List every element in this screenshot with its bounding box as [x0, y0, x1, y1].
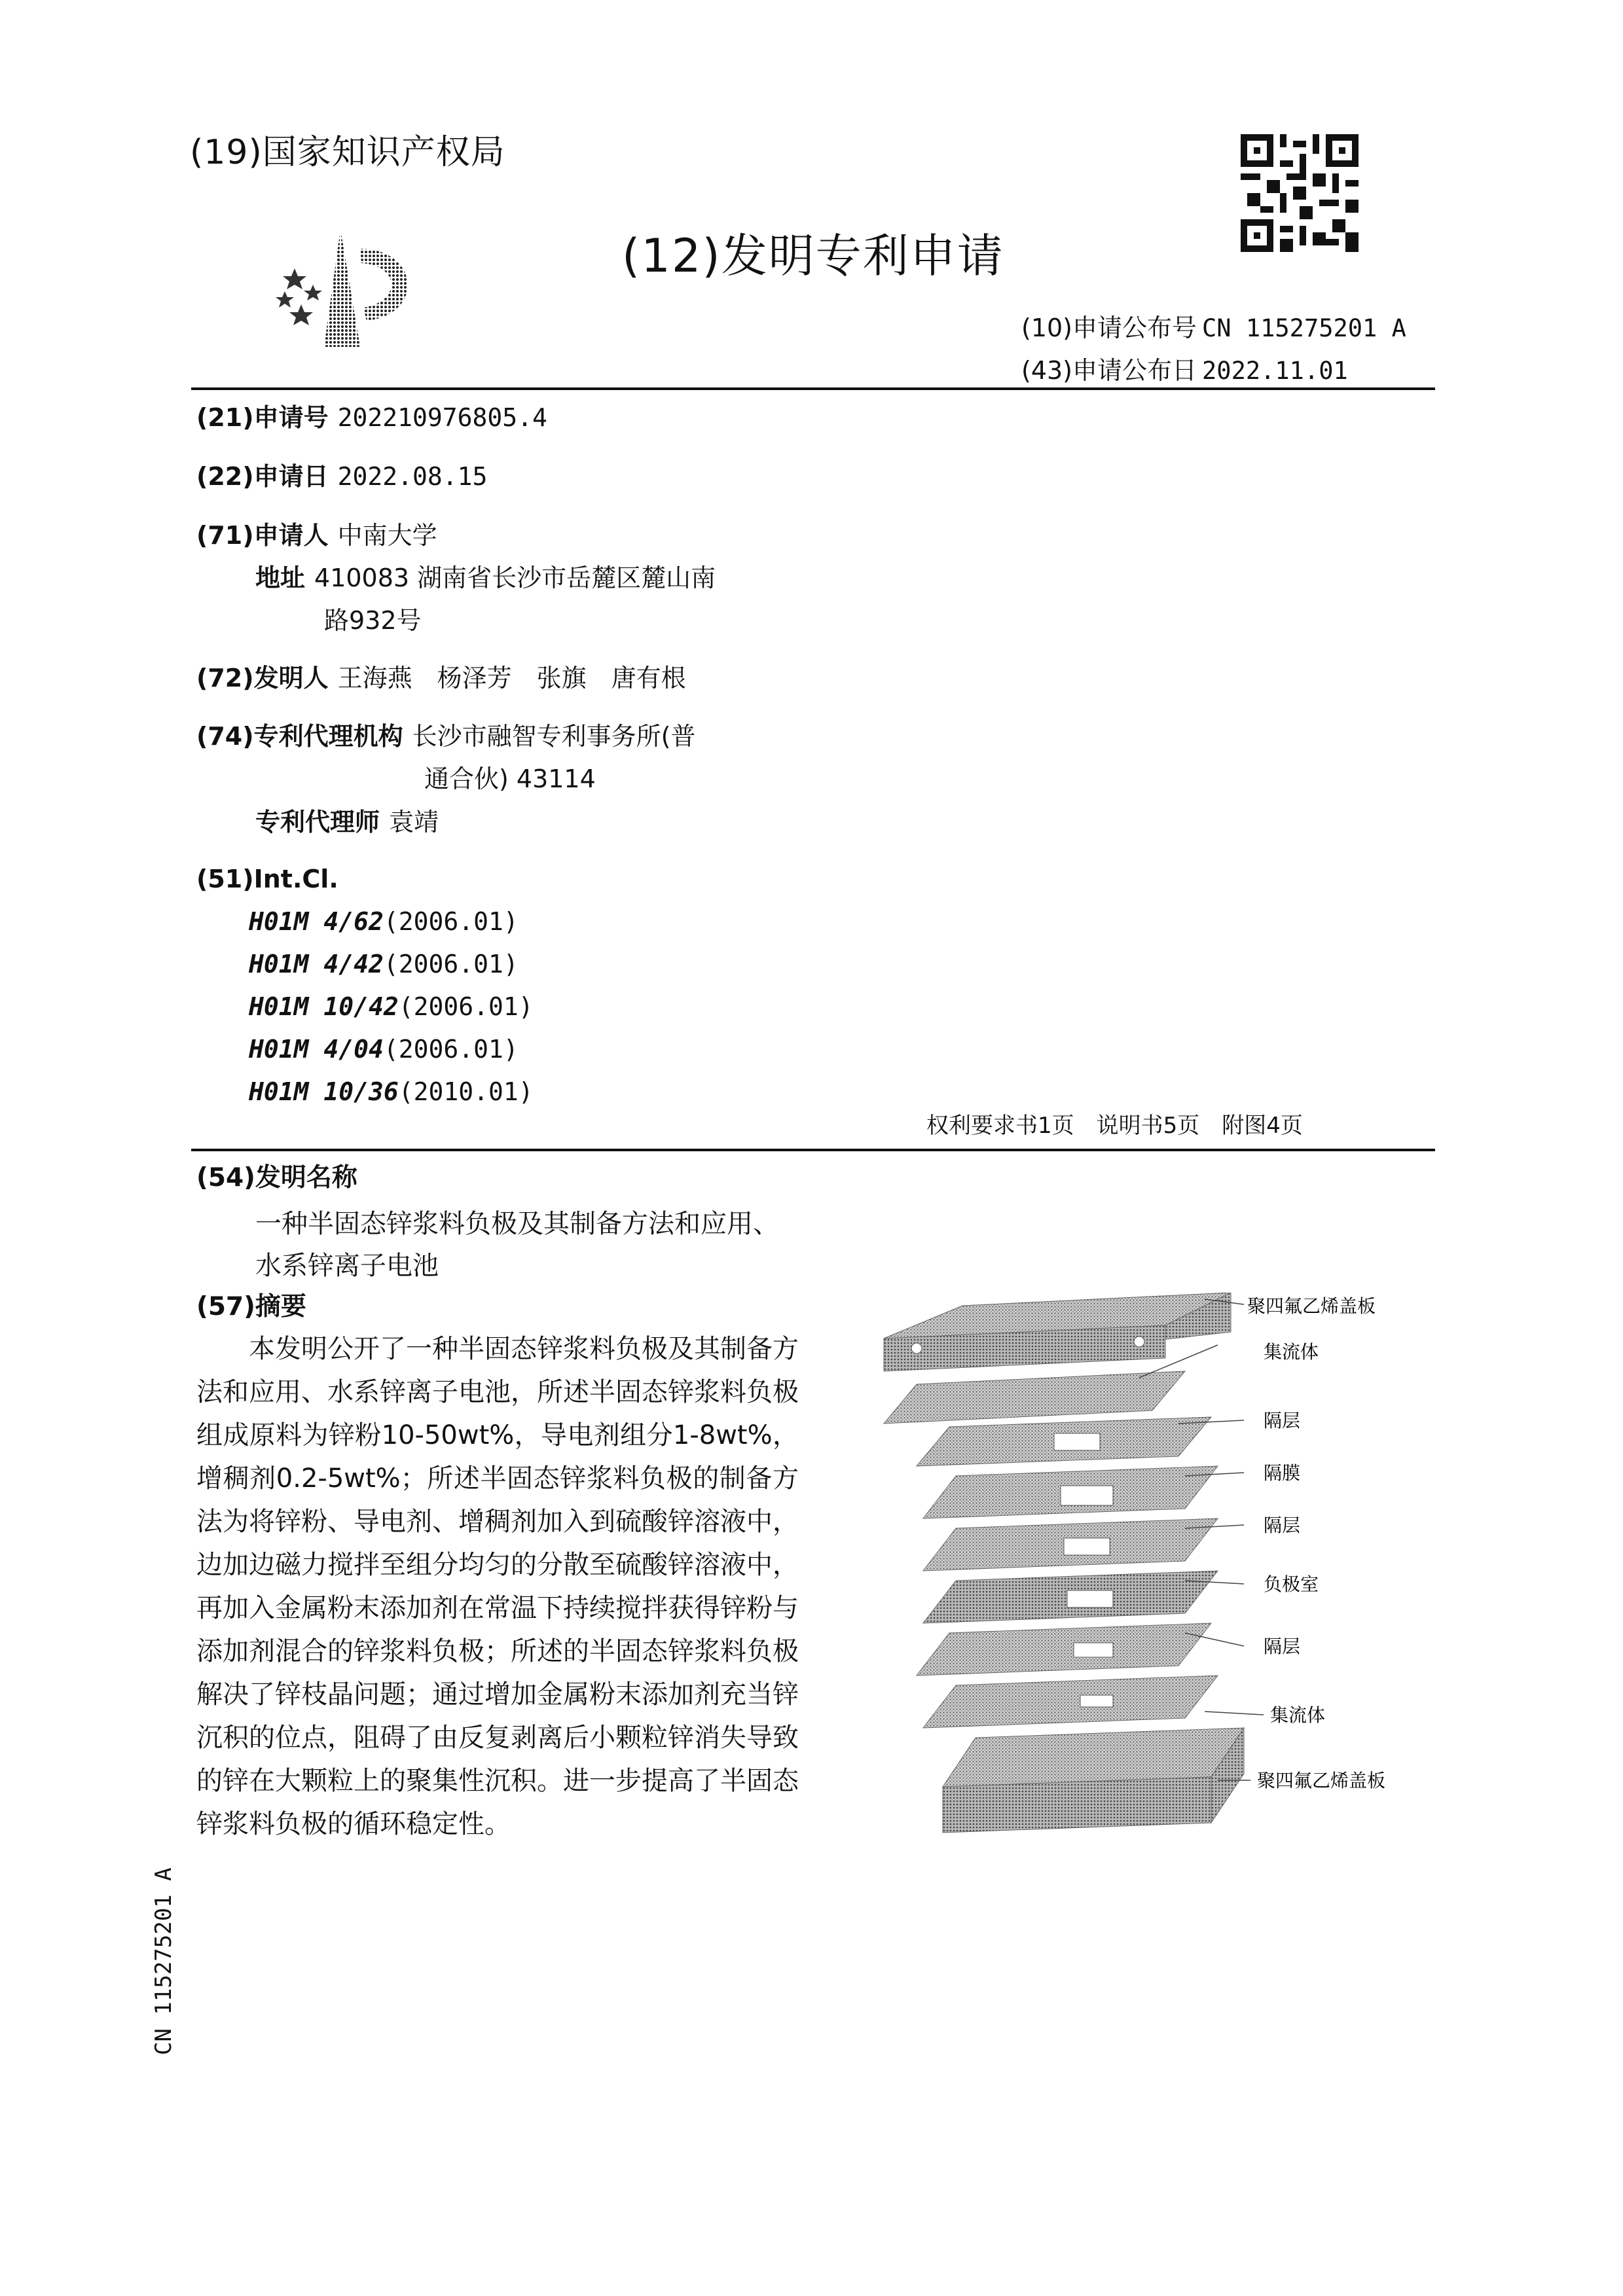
ipc-date: (2006.01) [383, 1035, 519, 1064]
ipc-date: (2010.01) [398, 1077, 534, 1106]
publication-date-value: 2022.11.01 [1202, 357, 1348, 385]
application-number-label: (21)申请号 [196, 403, 329, 432]
ipc-entry [249, 1070, 534, 1113]
inventors-label: (72)发明人 [196, 664, 329, 692]
ipc-entry [249, 985, 534, 1028]
diagram-label: 聚四氟乙烯盖板 [1257, 1770, 1386, 1791]
applicant-label: (71)申请人 [196, 521, 329, 550]
ipc-entry [249, 900, 519, 943]
diagram-label: 隔层 [1264, 1515, 1301, 1536]
inventors-value: 王海燕 杨泽芳 张旗 唐有根 [337, 664, 686, 692]
address-line-1: 410083 湖南省长沙市岳麓区麓山南 [314, 564, 716, 592]
diagram-label: 隔层 [1264, 1636, 1301, 1657]
patent-agency [196, 715, 695, 758]
side-publication-number: CN 115275201 A [151, 1867, 177, 2055]
patent-agency-line-2: 通合伙) 43114 [424, 764, 596, 793]
applicant-value: 中南大学 [337, 521, 437, 550]
ipc-date: (2006.01) [383, 907, 519, 936]
diagram-label: 集流体 [1270, 1704, 1326, 1726]
patent-agent-value: 袁靖 [389, 808, 439, 836]
bib-divider [191, 1149, 1435, 1151]
patent-agent [255, 800, 439, 844]
diagram-label: 聚四氟乙烯盖板 [1247, 1295, 1376, 1317]
title-heading: (54)发明名称 [196, 1163, 357, 1193]
ipc-code: H01M 10/36 [249, 1077, 399, 1106]
qr-code-icon [1241, 134, 1359, 252]
page-counts: 权利要求书1页 说明书5页 附图4页 [926, 1113, 1303, 1139]
diagram-label: 集流体 [1264, 1341, 1319, 1363]
header-divider [191, 387, 1435, 390]
ipc-code: H01M 4/62 [249, 907, 384, 936]
application-date [196, 455, 487, 498]
application-number-value: 202210976805.4 [337, 403, 547, 432]
int-cl-label: (51)Int.Cl. [196, 865, 338, 893]
patent-agency-line-1: 长沙市融智专利事务所(普 [412, 722, 696, 751]
document-type: (12)发明专利申请 [622, 229, 1004, 283]
ipc-code: H01M 4/42 [249, 950, 384, 978]
diagram-label: 隔层 [1264, 1410, 1301, 1431]
address-line-2: 路932号 [324, 606, 422, 635]
battery-exploded-diagram [877, 1293, 1440, 1882]
publication-date-label: (43)申请公布日 [1021, 356, 1197, 385]
ipc-code: H01M 10/42 [249, 992, 399, 1021]
office-name: (19)国家知识产权局 [190, 133, 505, 172]
publication-date [1021, 350, 1348, 386]
publication-number [1021, 308, 1406, 344]
publication-number-label: (10)申请公布号 [1021, 314, 1197, 342]
patent-office-logo-icon [262, 223, 432, 353]
abstract-text: 本发明公开了一种半固态锌浆料负极及其制备方法和应用、水系锌离子电池，所述半固态锌浆料负极组成原料为锌粉10-50wt%，导电剂组分1-8wt%，增稠剂0.2-5wt%；所述半固态锌浆料负极的制备方法为将锌粉、导电剂、增稠剂加入到硫酸锌溶液中，边加边磁力搅拌至组分均匀的分散至硫酸锌溶液中，再加入金属粉末添加剂在常温下持续搅拌获得锌粉与添加剂混合的锌浆料负极；所述的半固态锌浆料负极解决了锌枝晶问题；通过增加金属粉末添加剂充当锌沉积的位点，阻碍了由反复剥离后小颗粒锌消失导致的锌在大颗粒上的聚集性沉积。进一步提高了半固态锌浆料负极的循环稳定性。 [196, 1334, 799, 1839]
ipc-code: H01M 4/04 [249, 1035, 384, 1064]
address-label: 地址 [255, 564, 306, 592]
applicant [196, 514, 437, 557]
patent-agency-label: (74)专利代理机构 [196, 722, 403, 751]
ipc-date: (2006.01) [398, 992, 534, 1021]
diagram-label: 负极室 [1264, 1573, 1319, 1595]
ipc-entry [249, 1028, 519, 1071]
publication-number-value: CN 115275201 A [1202, 314, 1406, 342]
diagram-label: 隔膜 [1264, 1462, 1301, 1484]
abstract-heading: (57)摘要 [196, 1292, 306, 1321]
application-number [196, 396, 547, 439]
application-date-value: 2022.08.15 [337, 462, 488, 491]
ipc-entry [249, 942, 519, 986]
invention-title: 一种半固态锌浆料负极及其制备方法和应用、水系锌离子电池 [255, 1209, 779, 1281]
ipc-date: (2006.01) [383, 950, 519, 978]
patent-agent-label: 专利代理师 [255, 808, 380, 836]
address [255, 556, 716, 600]
application-date-label: (22)申请日 [196, 462, 329, 491]
inventors [196, 656, 686, 700]
